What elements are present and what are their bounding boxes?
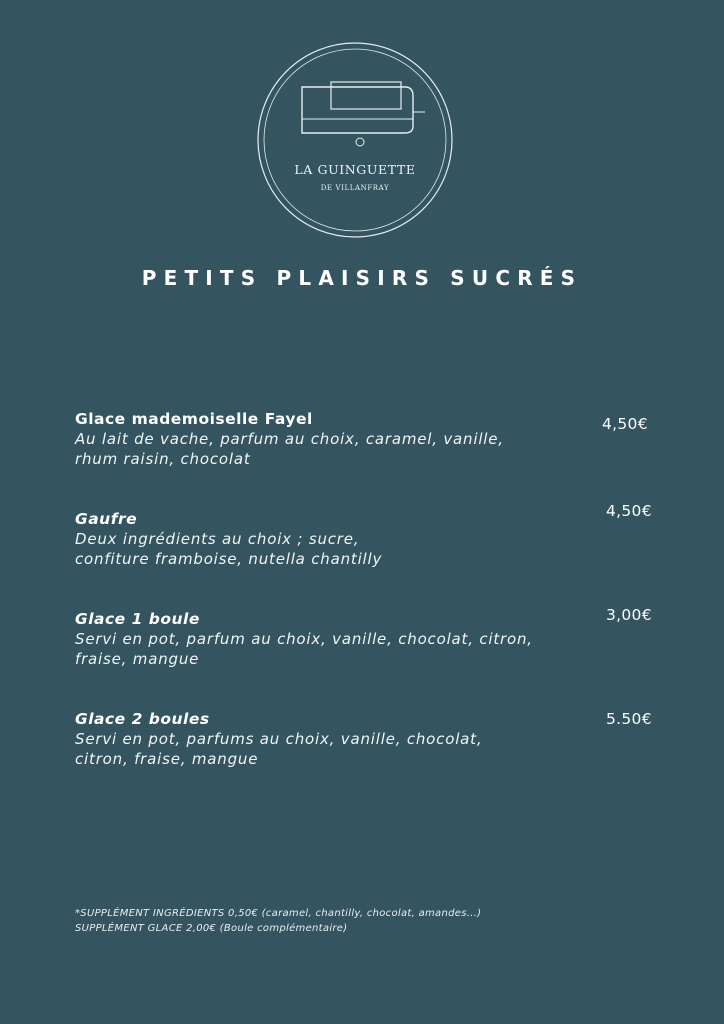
item-price: 4,50€	[606, 502, 652, 520]
item-price: 5.50€	[606, 710, 652, 728]
item-name: Glace 2 boules	[75, 710, 210, 728]
item-price: 4,50€	[602, 415, 648, 433]
logo-title: LA GUINGUETTE	[294, 162, 416, 177]
item-description	[75, 629, 605, 669]
item-description-line: Servi en pot, parfums au choix, vanille, chocolat,	[75, 730, 483, 748]
menu-item-gaufre	[75, 509, 675, 569]
menu-item-glace-1-boule	[75, 609, 675, 669]
menu-item-glace-2-boules	[75, 709, 675, 769]
footnote-line: SUPPLÉMENT GLACE 2,00€ (Boule complémentaire)	[75, 923, 348, 934]
item-name: Gaufre	[75, 510, 138, 528]
item-description	[75, 729, 605, 769]
logo-subtitle: DE VILLANFRAY	[320, 184, 390, 192]
item-description-line: Au lait de vache, parfum au choix, caramel, vanille,	[75, 430, 504, 448]
item-description-line: Servi en pot, parfum au choix, vanille, chocolat, citron,	[75, 630, 533, 648]
item-description-line: fraise, mangue	[75, 650, 200, 668]
item-description-line: confiture framboise, nutella chantilly	[75, 550, 383, 568]
logo	[255, 40, 455, 240]
item-description	[75, 529, 605, 569]
page-title: PETITS PLAISIRS SUCRÉS	[141, 266, 583, 290]
item-price: 3,00€	[606, 606, 652, 624]
footnote-line: *SUPPLÉMENT INGRÉDIENTS 0,50€ (caramel, chantilly, chocolat, amandes...)	[75, 908, 482, 919]
footnote	[75, 906, 481, 936]
item-description-line: citron, fraise, mangue	[75, 750, 259, 768]
item-name: Glace mademoiselle Fayel	[75, 410, 313, 428]
menu-item-glace-fayel	[75, 409, 675, 469]
item-description-line: Deux ingrédients au choix ; sucre,	[75, 530, 360, 548]
item-description	[75, 429, 605, 469]
item-name: Glace 1 boule	[75, 610, 200, 628]
food-truck-logo-icon	[255, 40, 455, 240]
item-description-line: rhum raisin, chocolat	[75, 450, 251, 468]
